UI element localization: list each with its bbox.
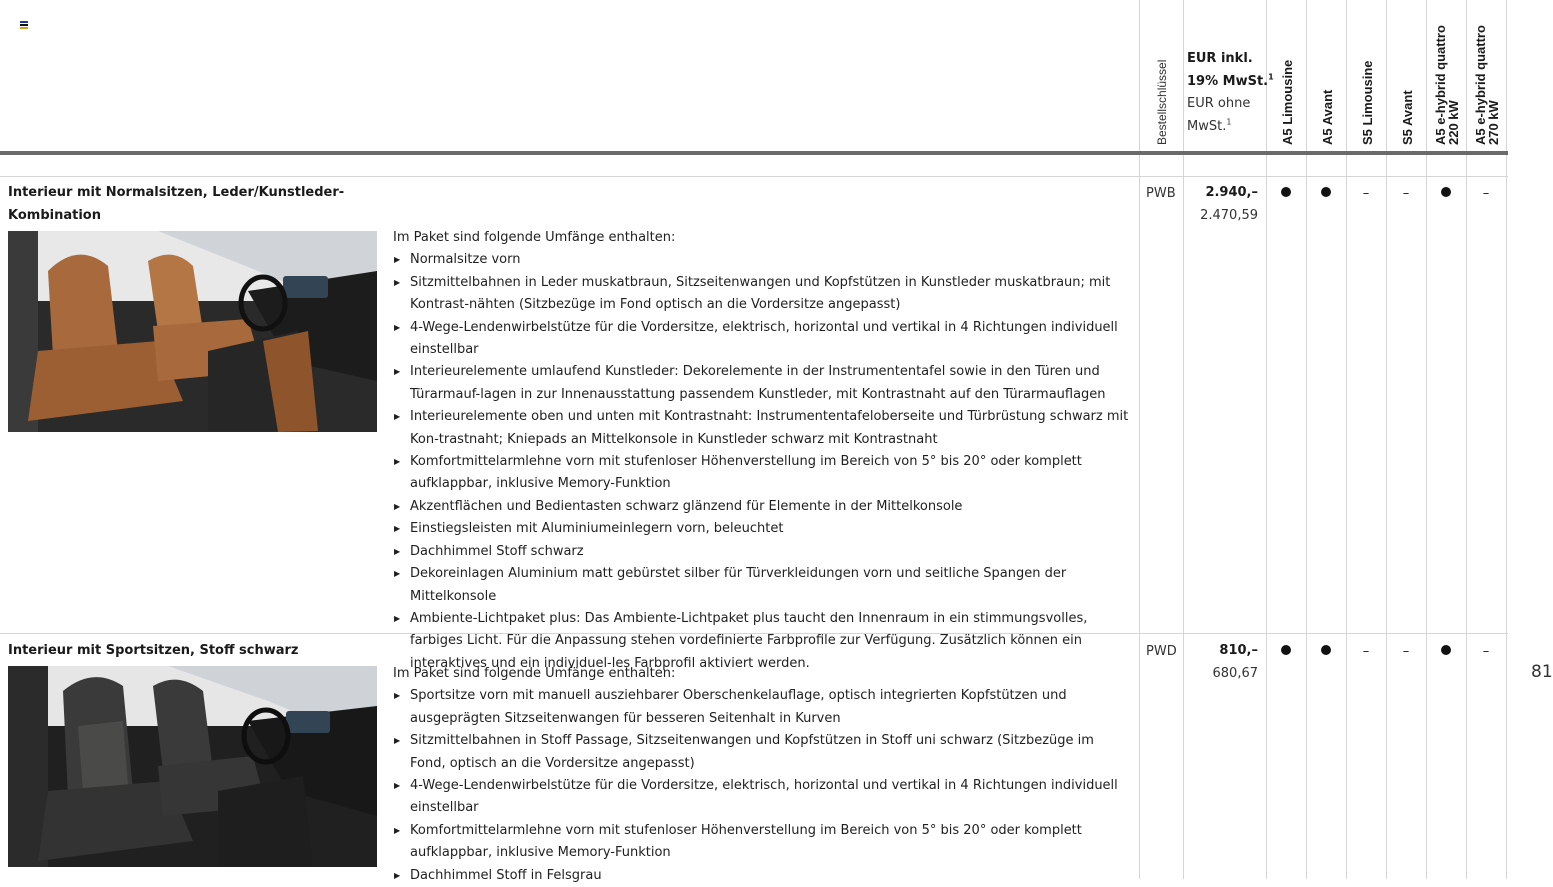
availability-mark bbox=[1306, 186, 1346, 201]
list-item: ▶ Normalsitze vorn bbox=[393, 249, 1133, 271]
package-intro: Im Paket sind folgende Umfänge enthalten: bbox=[393, 230, 676, 245]
header-price: EUR inkl. 19% MwSt.$^1$ EUR ohne MwSt.$^1$ bbox=[1187, 51, 1274, 134]
list-item: ▶ Sitzmittelbahnen in Leder muskatbraun, Sitzseitenwangen und Kopfstützen in Kunstleder muskatbraun; mit Kontrast-nähten (Sitzbezüge im Fond optisch an die Vordersitze angepasst) bbox=[393, 272, 1133, 317]
column-divider bbox=[1426, 0, 1427, 879]
list-item: ▶ Komfortmittelarmlehne vorn mit stufenloser Höhenverstellung im Bereich von 5° bis 20° oder komplett aufklappbar, inklusive Memory-Funktion bbox=[393, 451, 1133, 496]
column-divider bbox=[1466, 0, 1467, 879]
availability-mark: – bbox=[1482, 186, 1490, 201]
list-item: ▶ Dekoreinlagen Aluminium matt gebürstet silber für Türverkleidungen vorn und seitliche Spangen der Mittelkonsole bbox=[393, 563, 1133, 608]
list-item: ▶ Sportsitze vorn mit manuell ausziehbarer Oberschenkelauflage, optisch integrierten Kopfstützen und ausgeprägten Sitzseitenwangen für besseren Seitenhalt in Kurven bbox=[393, 685, 1133, 730]
interior-photo-leather-brown bbox=[8, 231, 377, 432]
availability-mark bbox=[1266, 186, 1306, 201]
header-bestellschluessel: Bestellschlüssel bbox=[1155, 59, 1169, 145]
list-item: ▶ Ambiente-Lichtpaket plus: Das Ambiente-Lichtpaket plus taucht den Innenraum in ein stimmungsvolles, farbiges Licht. Für die Anpassung stehen vordefinierte Farbprofile zur Verfügung. Zusätzlich können ein interaktives und ein individuel-les Farbprofil aktiviert werden. bbox=[393, 608, 1133, 675]
availability-mark: – bbox=[1362, 186, 1370, 201]
availability-mark: – bbox=[1402, 644, 1410, 659]
header-model-s5-avant: S5 Avant bbox=[1400, 90, 1415, 145]
availability-mark bbox=[1426, 644, 1466, 659]
order-code: PWB bbox=[1146, 186, 1176, 201]
header-model-a5-ehybrid-220: A5 e-hybrid quattro 220 kW bbox=[1433, 25, 1461, 145]
column-divider bbox=[1386, 0, 1387, 879]
package-intro: Im Paket sind folgende Umfänge enthalten: bbox=[393, 666, 676, 681]
header-model-a5-avant: A5 Avant bbox=[1320, 89, 1335, 145]
row-divider bbox=[0, 176, 1508, 177]
row-title: Interieur mit Normalsitzen, Leder/Kunstleder-Kombination bbox=[8, 185, 345, 223]
header-model-a5-ehybrid-270: A5 e-hybrid quattro 270 kW bbox=[1473, 25, 1501, 145]
column-divider bbox=[1183, 0, 1184, 879]
page-number: 81 bbox=[1531, 662, 1553, 682]
list-item: ▶ 4-Wege-Lendenwirbelstütze für die Vordersitze, elektrisch, horizontal und vertikal in 4 Richtungen individuell einstellbar bbox=[393, 317, 1133, 362]
list-item: ▶ Dachhimmel Stoff in Felsgrau bbox=[393, 865, 1133, 887]
column-divider bbox=[1139, 0, 1140, 879]
list-item: ▶ Komfortmittelarmlehne vorn mit stufenloser Höhenverstellung im Bereich von 5° bis 20° oder komplett aufklappbar, inklusive Memory-Funktion bbox=[393, 820, 1133, 865]
interior-photo-fabric-black bbox=[8, 666, 377, 867]
list-item: ▶ Einstiegsleisten mit Aluminiumeinlegern vorn, beleuchtet bbox=[393, 518, 1133, 540]
header-rule bbox=[0, 151, 1508, 155]
list-item: ▶ Interieurelemente oben und unten mit Kontrastnaht: Instrumententafeloberseite und Türbrüstung schwarz mit Kon-trastnaht; Kniepads an Mittelkonsole in Kunstleder schwarz mit Kontrastnaht bbox=[393, 406, 1133, 451]
column-divider bbox=[1306, 0, 1307, 879]
availability-mark: – bbox=[1362, 644, 1370, 659]
column-divider bbox=[1346, 0, 1347, 879]
availability-mark bbox=[1426, 186, 1466, 201]
availability-mark bbox=[1306, 644, 1346, 659]
list-item: ▶ Akzentflächen und Bedientasten schwarz glänzend für Elemente in der Mittelkonsole bbox=[393, 496, 1133, 518]
price-cell: 810,– 680,67 bbox=[1212, 643, 1258, 681]
list-item: ▶ Interieurelemente umlaufend Kunstleder: Dekorelemente in der Instrumententafel sowie in den Türen und Türarmauf-lagen in zur Innenausstattung passendem Kunstleder, mit Kontrastnaht auf den Türarmauflagen bbox=[393, 361, 1133, 406]
column-divider bbox=[1506, 0, 1507, 879]
header-model-s5-limousine: S5 Limousine bbox=[1360, 60, 1375, 145]
availability-mark bbox=[1266, 644, 1306, 659]
flag-icon bbox=[20, 21, 28, 30]
price-cell: 2.940,– 2.470,59 bbox=[1200, 185, 1258, 223]
header-model-a5-limousine: A5 Limousine bbox=[1280, 59, 1295, 145]
order-code: PWD bbox=[1146, 644, 1177, 659]
row-title: Interieur mit Sportsitzen, Stoff schwarz bbox=[8, 643, 299, 658]
availability-mark: – bbox=[1402, 186, 1410, 201]
package-contents bbox=[393, 663, 1133, 887]
list-item: ▶ 4-Wege-Lendenwirbelstütze für die Vordersitze, elektrisch, horizontal und vertikal in 4 Richtungen individuell einstellbar bbox=[393, 775, 1133, 820]
availability-mark: – bbox=[1482, 644, 1490, 659]
list-item: ▶ Dachhimmel Stoff schwarz bbox=[393, 541, 1133, 563]
list-item: ▶ Sitzmittelbahnen in Stoff Passage, Sitzseitenwangen und Kopfstützen in Stoff uni schwarz (Sitzbezüge im Fond, optisch an die Vordersitze angepasst) bbox=[393, 730, 1133, 775]
package-contents bbox=[393, 227, 1133, 675]
